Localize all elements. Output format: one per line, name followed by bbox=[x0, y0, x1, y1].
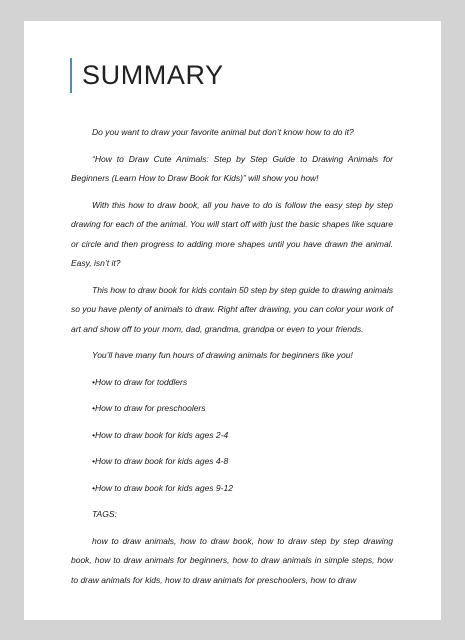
tags-list: how to draw animals, how to draw book, how to draw step by step drawing book, how to draw animals for beginners, how to draw animals in simple steps, how to draw animals for kids, how to draw animals for preschoolers, how to draw bbox=[71, 535, 393, 585]
paragraph-fun-hours: You’ll have many fun hours of drawing animals for beginners like you! bbox=[92, 350, 353, 360]
page-title: SUMMARY bbox=[82, 60, 224, 90]
bullet-item: •How to draw book for kids ages 2-4 bbox=[92, 429, 229, 440]
bullet-item: •How to draw for preschoolers bbox=[92, 403, 206, 413]
paragraph-how-it-works: With this how to draw book, all you have to do is follow the easy step by step drawing for each of the animal. You will start off with just the basic shapes like square or circle and then progress to adding more shapes until you have drawn the animal. Easy, isn’t it? bbox=[71, 199, 393, 268]
bullet-item: •How to draw book for kids ages 9-12 bbox=[92, 482, 233, 493]
paragraph-contents: This how to draw book for kids contain 50 step by step guide to drawing animals so you have plenty of animals to draw. Right after drawing, you can color your work of art and show off to your mom, dad, grandma, grandpa or even to your friends. bbox=[71, 284, 393, 334]
paragraph-book-title: “How to Draw Cute Animals: Step by Step Guide to Drawing Animals for Beginners (Learn How to Draw Book for Kids)” will show you how! bbox=[71, 153, 393, 183]
summary-body bbox=[71, 123, 393, 590]
title-block bbox=[70, 58, 224, 93]
bullet-item: •How to draw for toddlers bbox=[92, 376, 188, 387]
paragraph-intro-question: Do you want to draw your favorite animal but don’t know how to do it? bbox=[92, 127, 354, 137]
bullet-item: •How to draw book for kids ages 4-8 bbox=[92, 456, 229, 466]
tags-label: TAGS: bbox=[92, 509, 117, 519]
document-page bbox=[24, 21, 441, 620]
